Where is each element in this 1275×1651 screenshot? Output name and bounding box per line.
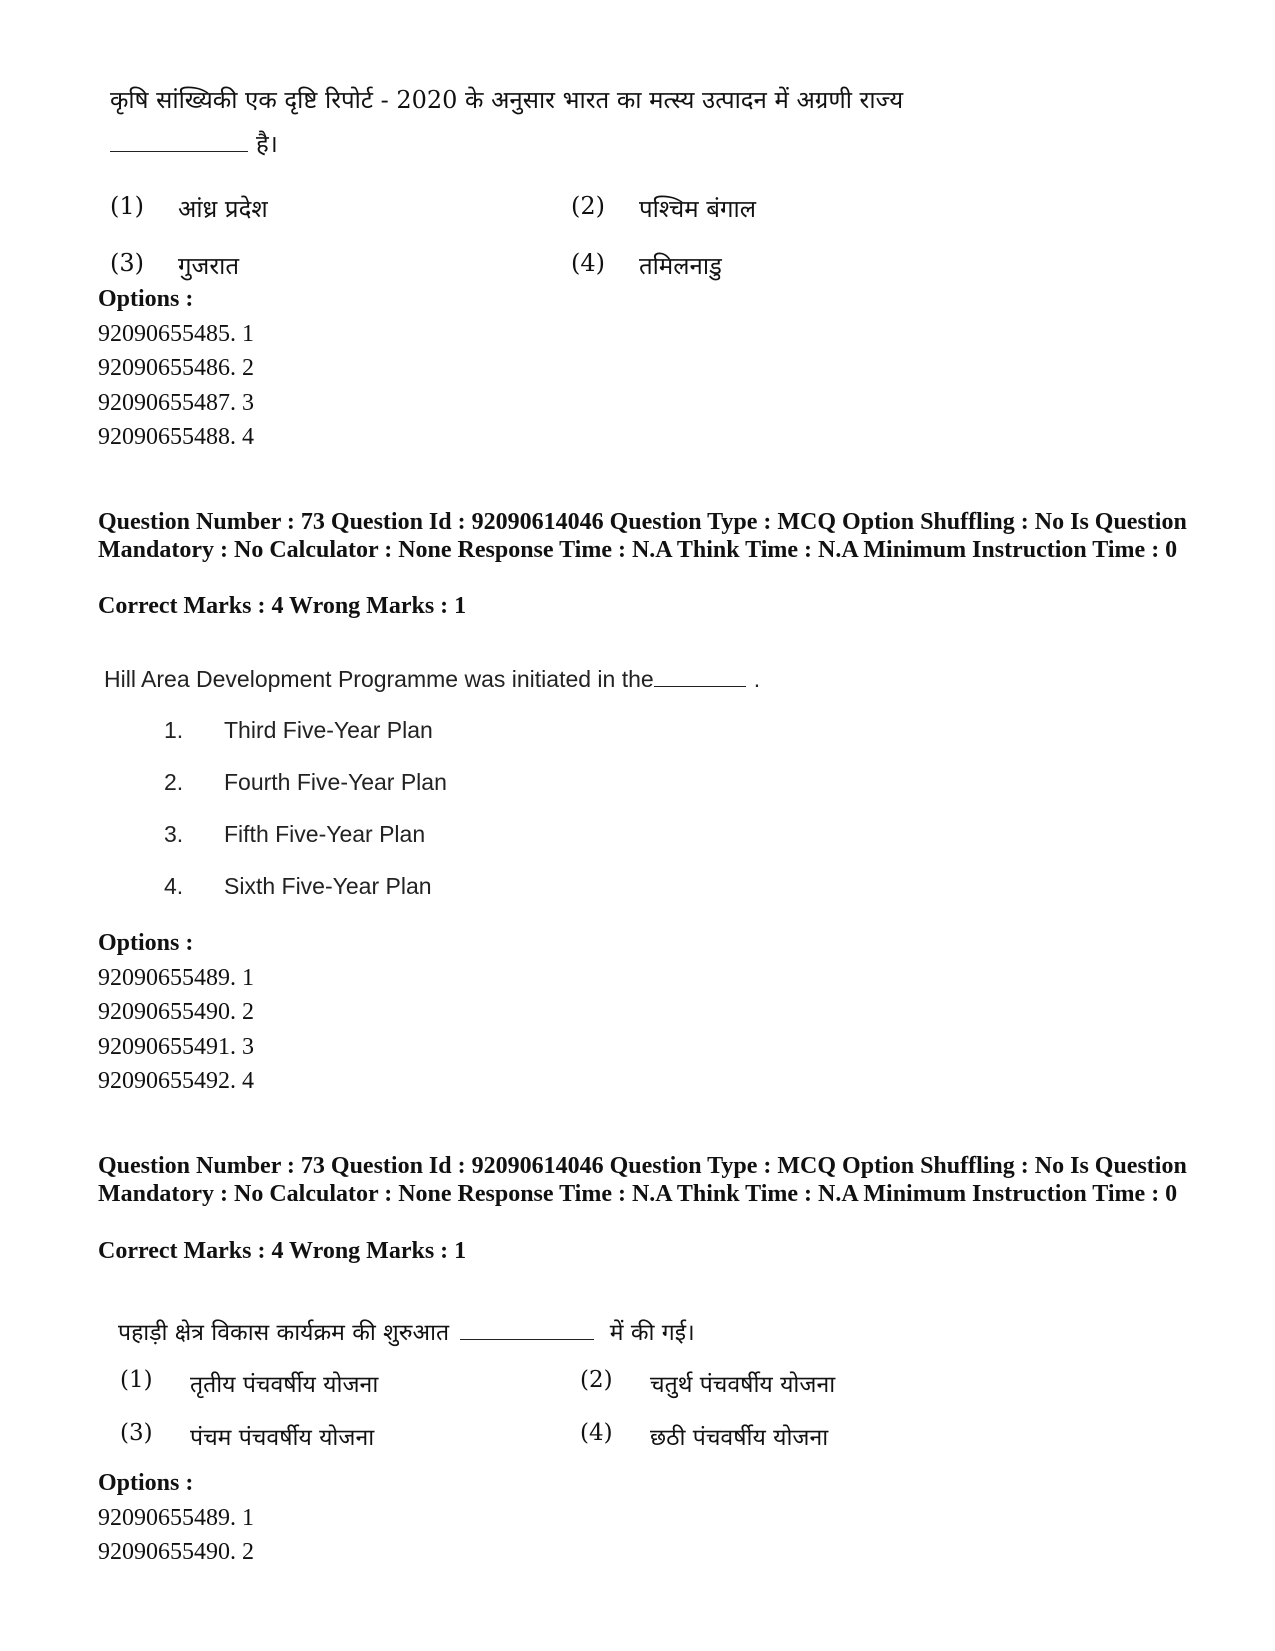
- choice-1: [120, 1367, 378, 1399]
- question-stem-suffix: में की गई।: [609, 1320, 695, 1346]
- choice-text: पंचम पंचवर्षीय योजना: [190, 1425, 375, 1451]
- choice-number: (1): [120, 1367, 153, 1393]
- choice-2: [580, 1367, 835, 1399]
- choice-number: (2): [580, 1367, 613, 1393]
- choice-text: पश्चिम बंगाल: [639, 195, 756, 223]
- question-stem-line-2: [110, 122, 1050, 166]
- choice-4: [580, 1420, 828, 1452]
- choice-1: [164, 717, 433, 744]
- question-stem-suffix: है।: [256, 130, 278, 158]
- choice-text: तृतीय पंचवर्षीय योजना: [190, 1372, 379, 1398]
- choice-3: [164, 821, 425, 848]
- choice-number: (4): [571, 249, 605, 277]
- choice-number: (4): [580, 1420, 613, 1446]
- choice-number: (3): [120, 1420, 153, 1446]
- question-stem-text: Hill Area Development Programme was initiated in the: [104, 666, 654, 692]
- question-stem: [104, 666, 760, 693]
- option-item: 92090655486. 2: [98, 355, 254, 381]
- choice-text: चतुर्थ पंचवर्षीय योजना: [650, 1372, 836, 1398]
- answer-blank: [460, 1319, 594, 1340]
- choice-text: छठी पंचवर्षीय योजना: [650, 1425, 829, 1451]
- choice-number: 2.: [164, 769, 184, 795]
- options-title: Options :: [98, 1470, 194, 1496]
- choice-number: (3): [110, 249, 144, 277]
- choice-3: [110, 249, 239, 282]
- choice-number: 4.: [164, 873, 184, 899]
- answer-blank: [110, 129, 248, 152]
- question-metadata: Question Number : 73 Question Id : 92090614046 Question Type : MCQ Option Shuffling : No Is Question Mandatory : No Calculator : None Response Time : N.A Think Time : N.A Minimum Instruction Time : 0: [98, 1153, 1187, 1207]
- option-item: 92090655488. 4: [98, 424, 254, 450]
- option-item: 92090655489. 1: [98, 1504, 254, 1531]
- choice-text: Fifth Five-Year Plan: [224, 821, 426, 847]
- option-item: 92090655491. 3: [98, 1033, 254, 1060]
- options-list: [98, 1466, 254, 1570]
- option-item: 92090655487. 3: [98, 389, 254, 416]
- choice-number: 1.: [164, 717, 184, 743]
- options-title: Options :: [98, 930, 194, 956]
- choice-text: Fourth Five-Year Plan: [224, 769, 447, 795]
- question-stem: [118, 1315, 695, 1347]
- option-item: 92090655489. 1: [98, 964, 254, 991]
- choice-4: [571, 249, 722, 282]
- choice-number: 3.: [164, 821, 184, 847]
- question-stem-prefix: पहाड़ी क्षेत्र विकास कार्यक्रम की शुरुआत: [118, 1320, 450, 1346]
- choice-2: [164, 769, 447, 796]
- options-list: [98, 926, 254, 1099]
- choice-text: तमिलनाडु: [639, 252, 722, 280]
- choice-text: आंध्र प्रदेश: [178, 195, 268, 223]
- options-title: Options :: [98, 286, 194, 312]
- choice-number: (1): [110, 192, 144, 220]
- choice-2: [571, 192, 756, 225]
- question-stem-end: .: [753, 666, 761, 692]
- choice-1: [110, 192, 268, 225]
- choice-text: गुजरात: [178, 252, 240, 280]
- question-marks: Correct Marks : 4 Wrong Marks : 1: [98, 1238, 467, 1264]
- question-metadata: Question Number : 73 Question Id : 92090614046 Question Type : MCQ Option Shuffling : No Is Question Mandatory : No Calculator : None Response Time : N.A Think Time : N.A Minimum Instruction Time : 0: [98, 509, 1187, 563]
- options-list: [98, 282, 254, 455]
- choice-text: Third Five-Year Plan: [224, 717, 433, 743]
- question-marks: Correct Marks : 4 Wrong Marks : 1: [98, 593, 467, 619]
- question-stem: [110, 78, 1050, 166]
- choice-3: [120, 1420, 374, 1452]
- answer-blank: [654, 666, 746, 687]
- option-item: 92090655490. 2: [98, 999, 254, 1025]
- option-item: 92090655490. 2: [98, 1539, 254, 1565]
- choice-number: (2): [571, 192, 605, 220]
- option-item: 92090655485. 1: [98, 320, 254, 347]
- choice-4: [164, 873, 432, 900]
- question-stem-line-1: कृषि सांख्यिकी एक दृष्टि रिपोर्ट - 2020 के अनुसार भारत का मत्स्य उत्पादन में अग्रणी राज्य: [110, 86, 904, 114]
- choice-text: Sixth Five-Year Plan: [224, 873, 432, 899]
- option-item: 92090655492. 4: [98, 1068, 254, 1094]
